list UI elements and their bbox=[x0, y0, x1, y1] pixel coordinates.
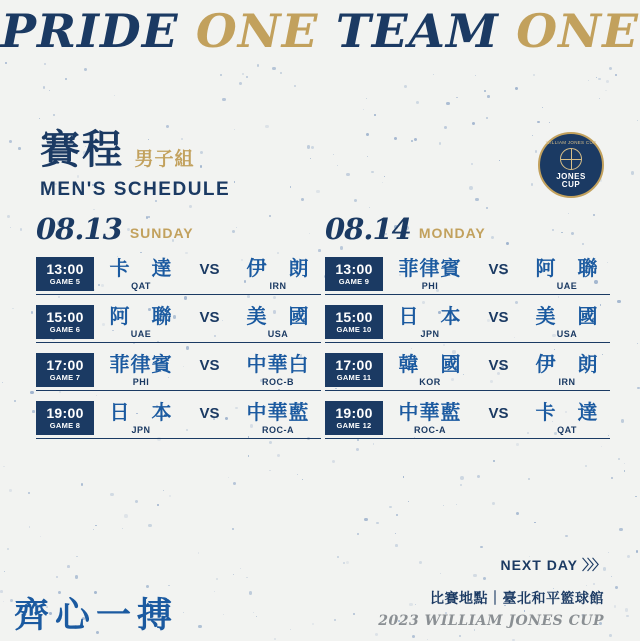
home-team-abbr: ROC-A bbox=[414, 424, 446, 435]
home-team-abbr: PHI bbox=[132, 376, 150, 387]
away-team bbox=[239, 399, 317, 435]
vs-label: VS bbox=[199, 356, 220, 374]
home-team bbox=[102, 303, 180, 339]
vs-label: VS bbox=[488, 260, 509, 278]
game-timebox bbox=[36, 257, 94, 291]
home-team bbox=[102, 255, 180, 291]
logo-line2: CUP bbox=[561, 179, 581, 189]
title-chinese-sub: 男子組 bbox=[134, 148, 195, 170]
title-chinese: 賽程 bbox=[40, 127, 124, 173]
game-teams bbox=[383, 399, 610, 435]
game-timebox bbox=[325, 353, 383, 387]
home-team bbox=[391, 399, 469, 435]
game-row[interactable] bbox=[36, 302, 321, 343]
away-team-name: 美 國 bbox=[246, 303, 310, 328]
game-teams bbox=[383, 351, 610, 387]
game-teams bbox=[383, 303, 610, 339]
game-timebox bbox=[36, 401, 94, 435]
away-team bbox=[239, 351, 317, 387]
game-number: GAME 8 bbox=[49, 421, 81, 431]
vs-label: VS bbox=[488, 356, 509, 374]
game-number: GAME 5 bbox=[49, 277, 81, 287]
venue-block bbox=[378, 588, 604, 629]
game-number: GAME 7 bbox=[49, 373, 81, 383]
game-teams bbox=[94, 399, 321, 435]
home-team-abbr: QAT bbox=[131, 280, 151, 291]
game-number: GAME 12 bbox=[336, 421, 372, 431]
home-team-name: 卡 達 bbox=[109, 255, 173, 280]
game-row[interactable] bbox=[325, 398, 610, 439]
game-row[interactable] bbox=[325, 350, 610, 391]
banner-word-3: TEAM bbox=[336, 4, 500, 58]
game-timebox bbox=[325, 257, 383, 291]
home-team bbox=[391, 255, 469, 291]
game-row[interactable] bbox=[325, 254, 610, 295]
away-team-abbr: ROC-A bbox=[261, 424, 294, 435]
slogan-text: 齊心一搏 bbox=[14, 596, 179, 636]
away-team-abbr: IRN bbox=[269, 280, 287, 291]
day-weekday-0: SUNDAY bbox=[129, 225, 194, 241]
away-team-name: 卡 達 bbox=[535, 399, 599, 424]
event-name: 2023 WILLIAM JONES CUP bbox=[378, 613, 604, 629]
vs-label: VS bbox=[488, 308, 509, 326]
away-team-abbr: USA bbox=[556, 328, 578, 339]
home-team-name: 菲律賓 bbox=[109, 351, 173, 376]
home-team-name: 菲律賓 bbox=[398, 255, 462, 280]
away-team-abbr: IRN bbox=[558, 376, 576, 387]
game-number: GAME 6 bbox=[49, 325, 81, 335]
home-team-name: 阿 聯 bbox=[109, 303, 173, 328]
vs-label: VS bbox=[199, 308, 220, 326]
away-team-name: 伊 朗 bbox=[246, 255, 310, 280]
banner-word-1: PRIDE bbox=[0, 4, 179, 58]
vs-label: VS bbox=[199, 260, 220, 278]
game-row[interactable] bbox=[325, 302, 610, 343]
away-team-abbr: ROC-B bbox=[261, 376, 294, 387]
game-time: 13:00 bbox=[46, 261, 84, 278]
home-team bbox=[391, 351, 469, 387]
game-teams bbox=[94, 255, 321, 291]
away-team bbox=[528, 399, 606, 435]
away-team bbox=[528, 303, 606, 339]
away-team-name: 阿 聯 bbox=[535, 255, 599, 280]
top-banner bbox=[0, 0, 640, 62]
game-teams bbox=[383, 255, 610, 291]
away-team bbox=[239, 255, 317, 291]
day-date-1: 08.14 bbox=[325, 212, 411, 246]
next-day-label: NEXT DAY bbox=[500, 557, 578, 573]
away-team-abbr: USA bbox=[267, 328, 289, 339]
next-day-button[interactable] bbox=[500, 555, 604, 575]
game-teams bbox=[94, 351, 321, 387]
game-number: GAME 11 bbox=[336, 373, 372, 383]
home-team bbox=[102, 351, 180, 387]
home-team-name: 日 本 bbox=[398, 303, 462, 328]
home-team-name: 中華藍 bbox=[398, 399, 462, 424]
game-time: 15:00 bbox=[335, 309, 373, 326]
away-team bbox=[239, 303, 317, 339]
home-team bbox=[102, 399, 180, 435]
jones-cup-logo bbox=[538, 132, 604, 198]
game-timebox bbox=[325, 305, 383, 339]
day-header-1 bbox=[325, 212, 610, 246]
home-team-abbr: UAE bbox=[130, 328, 152, 339]
game-timebox bbox=[36, 353, 94, 387]
day-column-0 bbox=[36, 212, 321, 446]
home-team-abbr: JPN bbox=[131, 424, 151, 435]
day-weekday-1: MONDAY bbox=[418, 225, 486, 241]
game-teams bbox=[94, 303, 321, 339]
home-team-name: 日 本 bbox=[109, 399, 173, 424]
game-row[interactable] bbox=[36, 398, 321, 439]
logo-line1: JONES bbox=[556, 171, 586, 181]
away-team-name: 中華藍 bbox=[246, 399, 310, 424]
game-timebox bbox=[325, 401, 383, 435]
chevron-right-icon: 〉〉〉 bbox=[582, 557, 604, 573]
home-team-abbr: KOR bbox=[419, 376, 441, 387]
day-column-1 bbox=[325, 212, 610, 446]
basketball-icon bbox=[560, 148, 582, 170]
away-team-abbr: QAT bbox=[557, 424, 577, 435]
away-team-abbr: UAE bbox=[556, 280, 578, 291]
banner-text bbox=[1, 4, 639, 58]
day-header-0 bbox=[36, 212, 321, 246]
home-team bbox=[391, 303, 469, 339]
game-time: 13:00 bbox=[335, 261, 373, 278]
page-title bbox=[40, 118, 230, 201]
vs-label: VS bbox=[199, 404, 220, 422]
game-number: GAME 9 bbox=[338, 277, 370, 287]
banner-word-4: ONE bbox=[516, 4, 640, 58]
game-time: 17:00 bbox=[335, 357, 373, 374]
vs-label: VS bbox=[488, 404, 509, 422]
away-team-name: 伊 朗 bbox=[535, 351, 599, 376]
away-team-name: 中華白 bbox=[246, 351, 310, 376]
away-team bbox=[528, 351, 606, 387]
game-time: 19:00 bbox=[46, 405, 84, 422]
title-english: MEN'S SCHEDULE bbox=[40, 179, 231, 200]
home-team-name: 韓 國 bbox=[398, 351, 462, 376]
away-team bbox=[528, 255, 606, 291]
game-time: 19:00 bbox=[335, 405, 373, 422]
venue-text: 比賽地點｜臺北和平籃球館 bbox=[430, 591, 604, 607]
game-time: 17:00 bbox=[46, 357, 84, 374]
home-team-abbr: JPN bbox=[420, 328, 440, 339]
logo-top-text: WILLIAM JONES CUP bbox=[545, 140, 597, 146]
game-time: 15:00 bbox=[46, 309, 84, 326]
game-row[interactable] bbox=[36, 254, 321, 295]
game-number: GAME 10 bbox=[336, 325, 372, 335]
away-team-name: 美 國 bbox=[535, 303, 599, 328]
game-timebox bbox=[36, 305, 94, 339]
day-date-0: 08.13 bbox=[36, 212, 122, 246]
game-row[interactable] bbox=[36, 350, 321, 391]
home-team-abbr: PHI bbox=[421, 280, 439, 291]
banner-word-2: ONE bbox=[196, 4, 319, 58]
